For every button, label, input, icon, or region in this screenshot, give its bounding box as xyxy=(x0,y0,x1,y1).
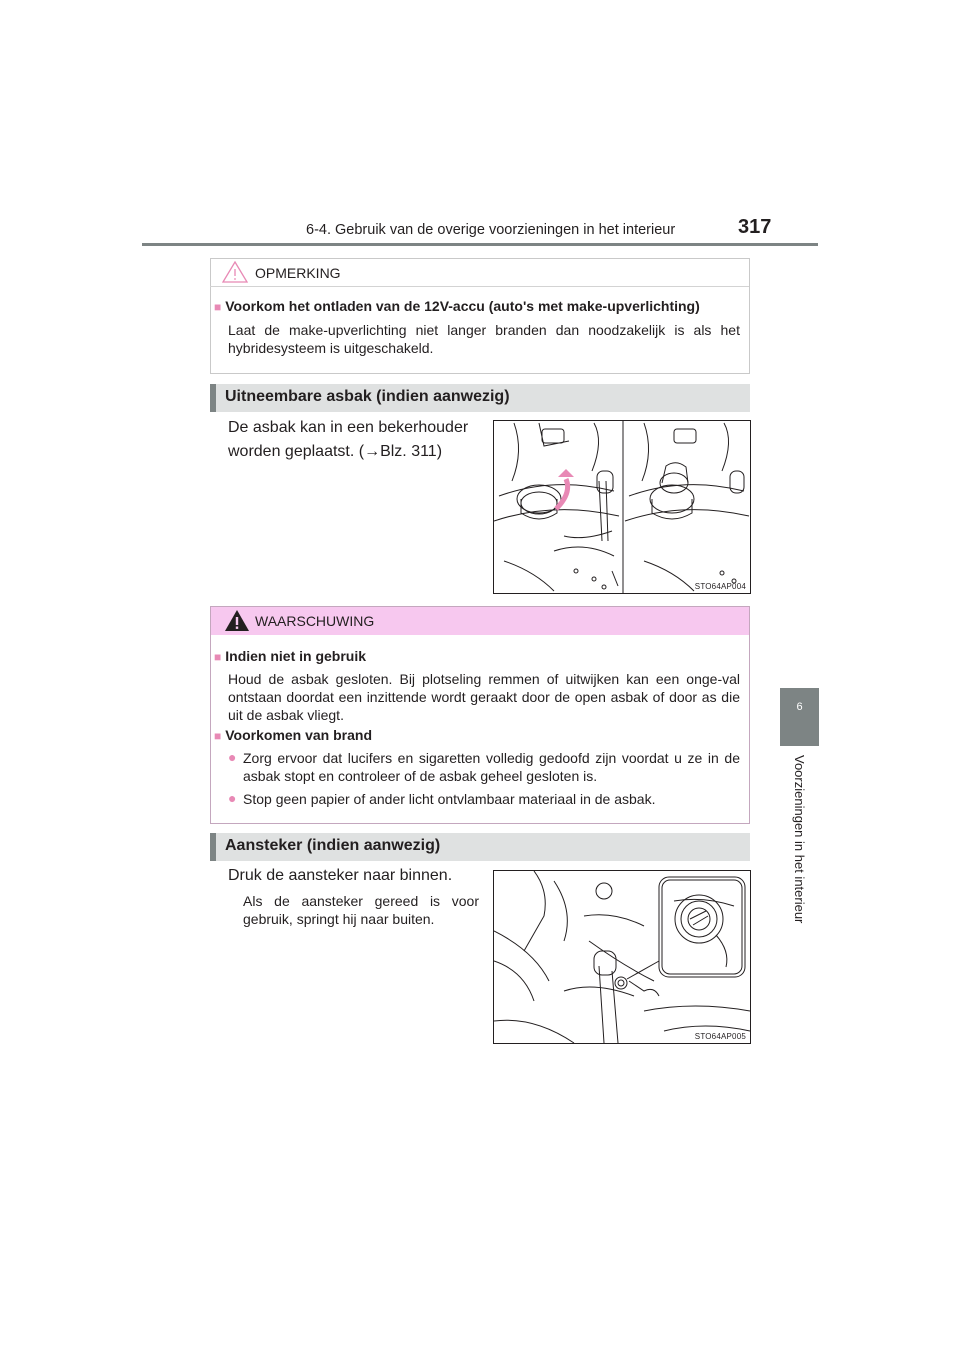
notice-item-heading-text: Voorkom het ontladen van de 12V-accu (auto's met make-upverlichting) xyxy=(225,298,700,314)
warning-item2-heading-text: Voorkomen van brand xyxy=(225,727,373,743)
chapter-number: 6 xyxy=(796,701,803,713)
section-title-ashtray: Uitneembare asbak (indien aanwezig) xyxy=(225,388,510,405)
notice-item-text: Laat de make-upverlichting niet langer branden dan noodzakelijk is als het hybridesysteem is uitgeschakeld. xyxy=(228,322,740,356)
warning-bullet2 xyxy=(228,790,740,808)
square-bullet-icon: ■ xyxy=(214,650,222,664)
round-bullet-icon: ● xyxy=(228,790,237,806)
page-number: 317 xyxy=(738,216,772,238)
warning-item1-heading xyxy=(214,648,366,664)
warning-triangle-icon xyxy=(224,609,250,632)
figure-code-lighter: STO64AP005 xyxy=(694,1032,746,1041)
chapter-tab xyxy=(780,688,819,746)
warning-title: WAARSCHUWING xyxy=(255,613,375,629)
square-bullet-icon: ■ xyxy=(214,729,222,743)
warning-bullet2-text: Stop geen papier of ander licht ontvlambaar materiaal in de asbak. xyxy=(243,791,656,807)
section-header-ashtray xyxy=(210,384,750,412)
ashtray-body-line2: worden geplaatst. (→Blz. 311) xyxy=(228,443,443,460)
round-bullet-icon: ● xyxy=(228,749,237,765)
lighter-body: Druk de aansteker naar binnen. xyxy=(228,867,453,884)
warning-item2-heading xyxy=(214,727,372,743)
ashtray-drawing xyxy=(494,421,750,593)
section-title-lighter: Aansteker (indien aanwezig) xyxy=(225,837,441,854)
warning-item1-heading-text: Indien niet in gebruik xyxy=(225,648,367,664)
ashtray-body-line1: De asbak kan in een bekerhouder xyxy=(228,419,469,436)
header-rule xyxy=(142,243,818,246)
ashtray-illustration xyxy=(493,420,751,594)
section-header-lighter xyxy=(210,833,750,861)
notice-item-heading xyxy=(214,298,744,314)
warning-bullet1-text: Zorg ervoor dat lucifers en sigaretten volledig gedoofd zijn voordat u ze in de asbak stopt en controleer of de asbak geheel gesloten is. xyxy=(243,750,740,784)
section-title: 6-4. Gebruik van de overige voorzieningen in het interieur xyxy=(306,222,676,238)
lighter-drawing xyxy=(494,871,750,1043)
figure-code-ashtray: STO64AP004 xyxy=(694,582,746,591)
notice-title: OPMERKING xyxy=(255,265,341,281)
caution-triangle-icon xyxy=(222,261,248,283)
warning-item1-text: Houd de asbak gesloten. Bij plotseling remmen of uitwijken kan een onge-val ontstaan doordat een inzittende wordt geraakt door de open asbak of door as die uit de asbak vliegt. xyxy=(228,671,740,723)
lighter-note: Als de aansteker gereed is voor gebruik, springt hij naar buiten. xyxy=(243,893,479,927)
section-accent xyxy=(210,833,216,861)
chapter-title: Voorzieningen in het interieur xyxy=(792,755,807,924)
warning-bullet1 xyxy=(228,749,740,785)
square-bullet-icon: ■ xyxy=(214,300,222,314)
section-accent xyxy=(210,384,216,412)
lighter-illustration xyxy=(493,870,751,1044)
